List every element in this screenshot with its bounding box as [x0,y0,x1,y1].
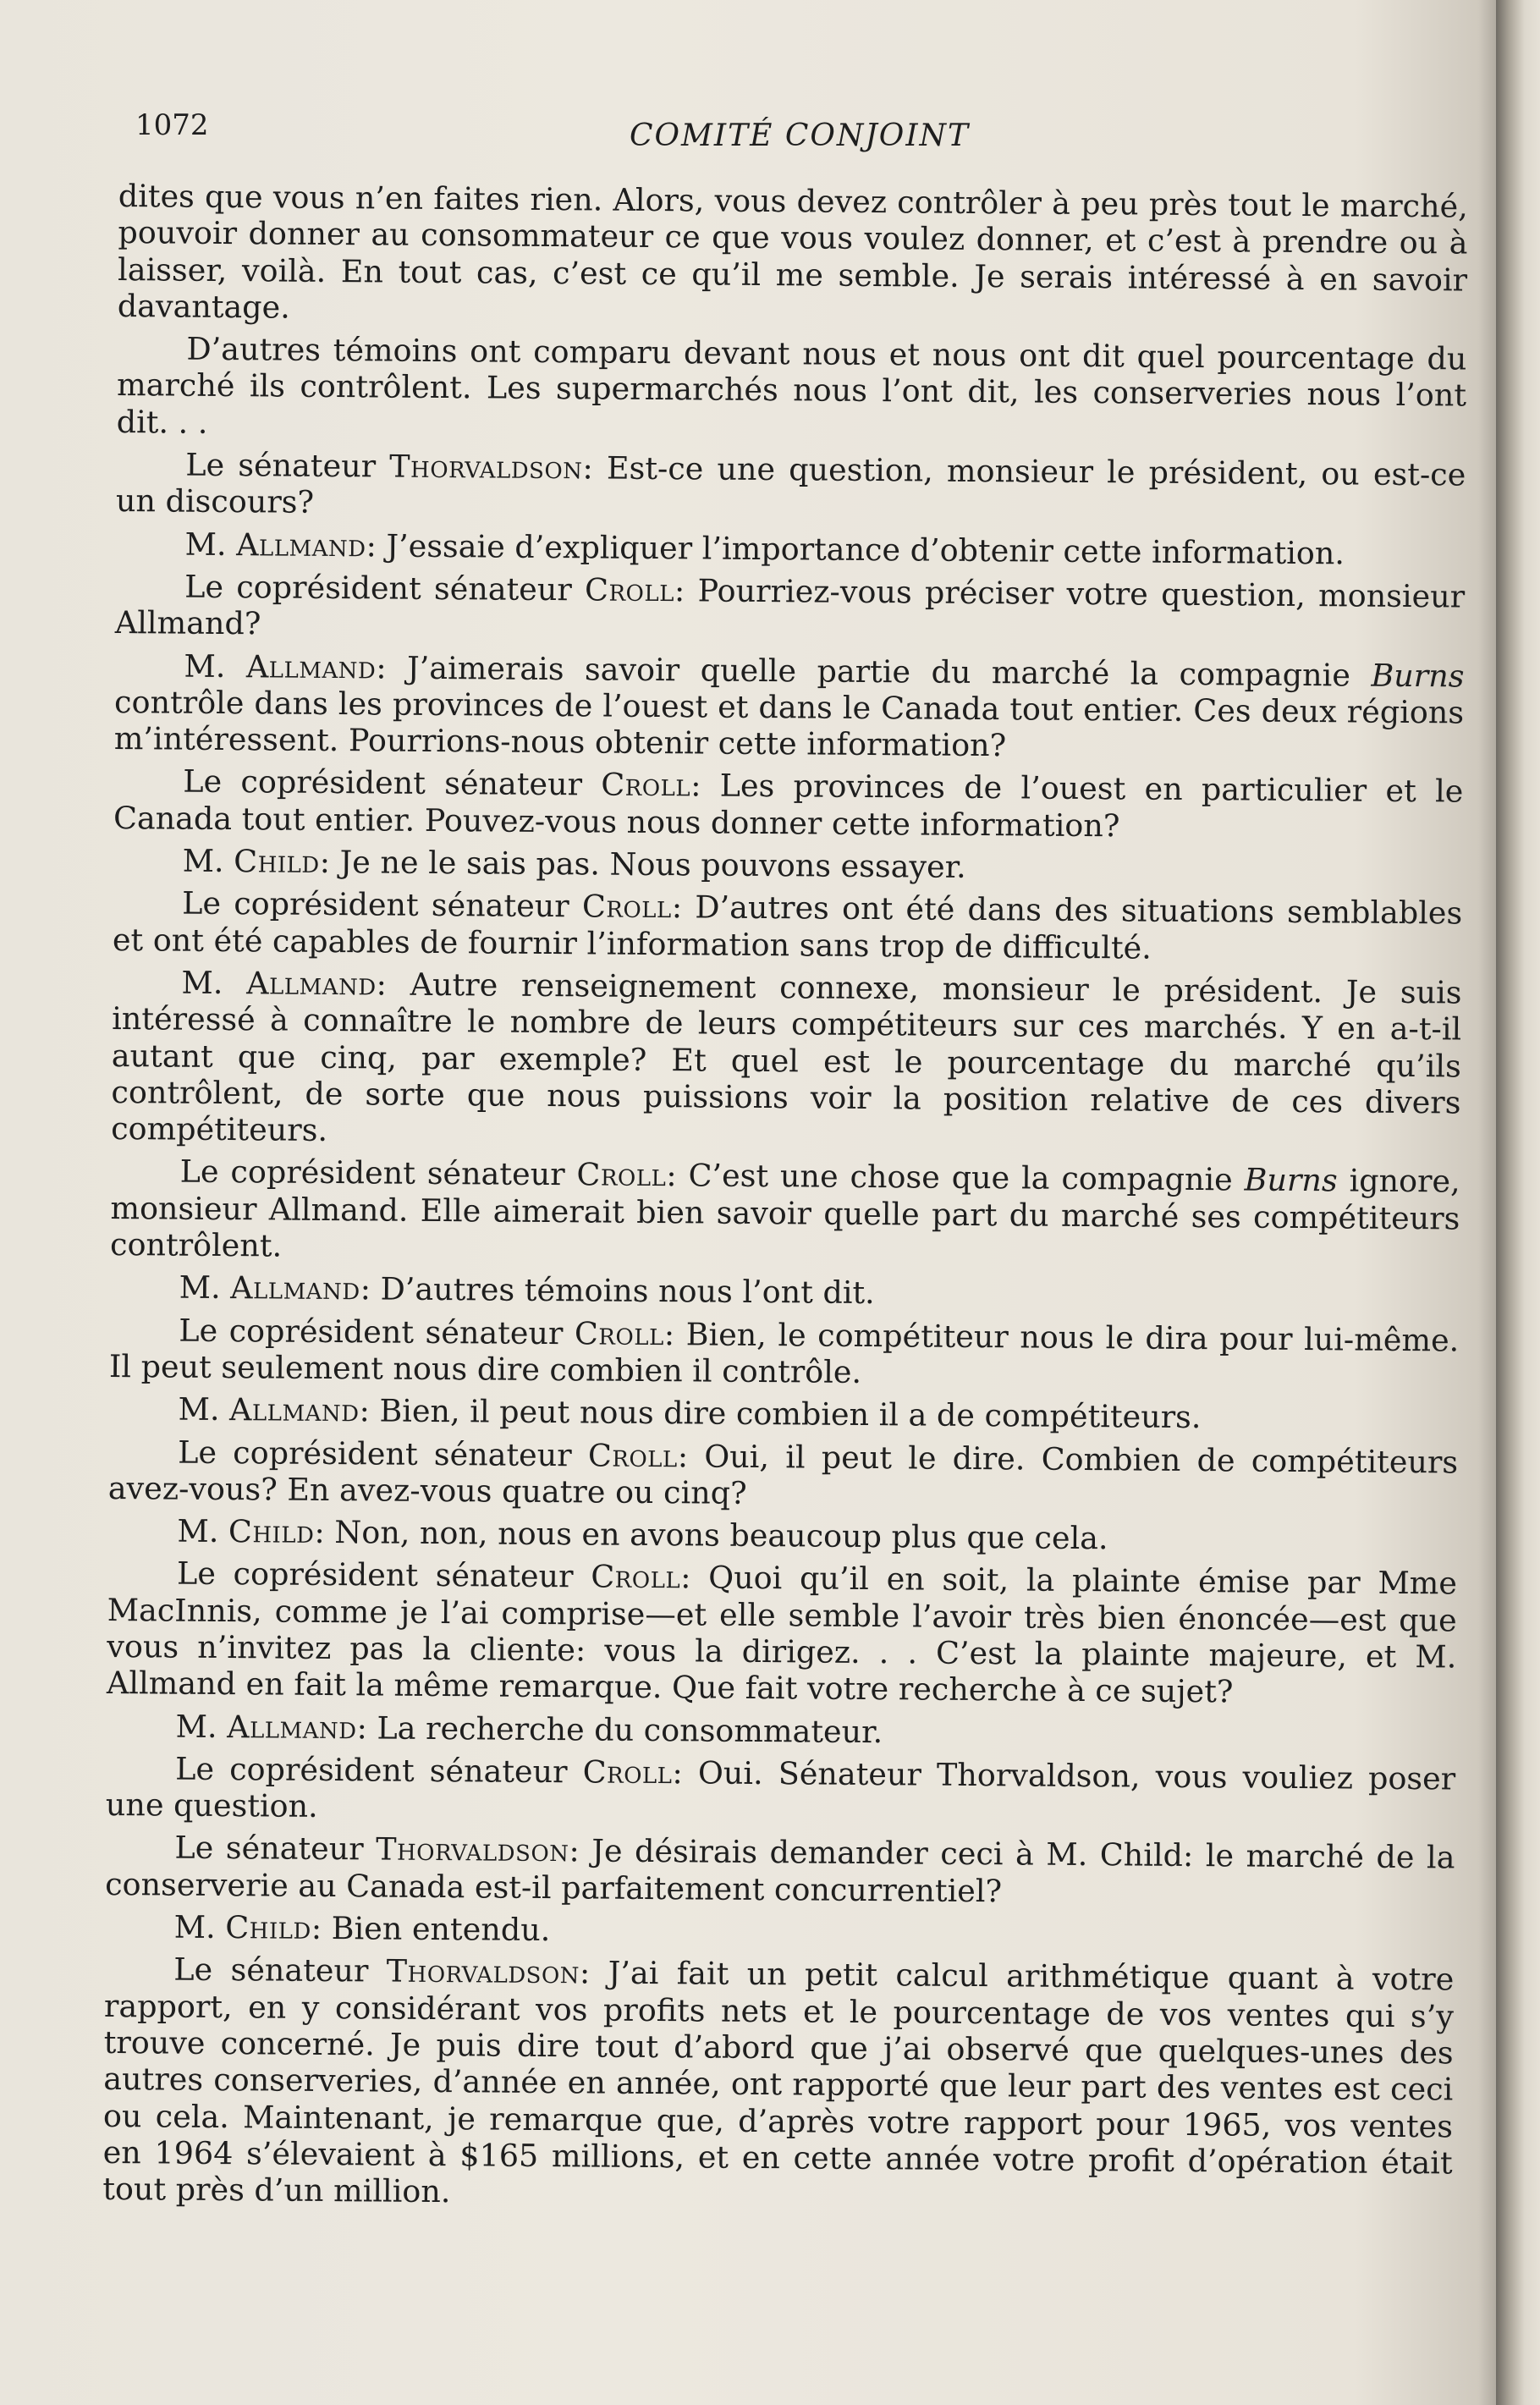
paragraph-text: : J’essaie d’expliquer l’importance d’obtenir cette information. [366,526,1345,572]
speaker-title: Le coprésident sénateur [179,1312,575,1351]
paragraph [109,1312,1460,1395]
speaker-title: M. [184,526,237,563]
emphasis-text: Burns [1244,1161,1338,1199]
paragraph [108,1433,1459,1516]
running-title: COMITÉ CONJOINT [629,118,971,153]
paragraph-text: : D’autres témoins nous l’ont dit. [360,1270,875,1312]
paragraph [113,762,1464,846]
speaker-title: M. [177,1512,229,1550]
speaker-title: M. [179,1269,231,1307]
speaker-name: Croll [584,571,675,609]
paragraph-text: : Bien, le compétiteur nous le dira pour lui-même. Il peut seulement nous dire combien il contrôle. [108,1315,1460,1390]
speaker-name: Allmand [228,1391,360,1429]
paragraph [115,526,1465,573]
speaker-name: Croll [576,1156,667,1194]
paragraph-text: : Quoi qu’il en soit, la plainte émise par Mme MacInnis, comme je l’ai comprise—et elle semble l’avoir très bien énoncée—est que vous n’invitez pas la cliente: vous la dirigez. . . C’est la plainte majeure, et M. Allmand en fait la même remarque. Que fait votre recherche à ce sujet? [106,1559,1458,1710]
paragraph-text: : Je ne le sais pas. Nous pouvons essayer. [319,843,966,885]
speaker-name: Croll [581,888,672,926]
speaker-title: Le coprésident sénateur [183,763,602,803]
speaker-title: M. [181,964,247,1002]
speaker-title: Le coprésident sénateur [178,1434,589,1473]
speaker-name: Croll [591,1558,681,1596]
paragraph-text: : Non, non, nous en avons beaucoup plus que cela. [314,1513,1108,1557]
speaker-title: Le coprésident sénateur [182,884,583,925]
paragraph-text: D’autres témoins ont comparu devant nous et nous ont dit quel pourcentage du marché ils contrôlent. Les supermarchés nous l’ont dit, les conserveries nous l’ont dit. . . [116,330,1467,441]
speaker-name: Allmand [245,647,377,685]
speaker-name: Croll [582,1753,673,1791]
paragraph-text: : Oui. Sénateur Thorvaldson, vous vouliez poser une question. [105,1754,1456,1825]
page-binding-edge [1496,0,1540,2405]
paragraph [115,568,1466,652]
paragraph-text: : Est-ce une question, monsieur le président, ou est-ce un discours? [115,449,1466,521]
speaker-name: Thorvaldson [386,1952,580,1991]
paragraph-text-continued: ignore, monsieur Allmand. Elle aimerait bien savoir quelle part du marché ses compétiteurs contrôlent. [109,1162,1460,1264]
paragraph [113,842,1462,889]
speaker-title: M. [175,1708,228,1745]
paragraph [106,1708,1455,1755]
paragraph-text: dites que vous n’en faites rien. Alors, vous devez contrôler à peu près tout le marché, pouvoir donner au consommateur ce que vous voulez donner, et c’est à prendre ou à laisser, voilà. En tout cas, c’est ce qu’il me semble. Je serais intéressé à en savoir davantage. [117,178,1468,326]
speaker-title: M. [184,647,247,685]
speaker-title: Le coprésident sénateur [176,1555,591,1595]
paragraph [116,446,1466,530]
speaker-name: Thorvaldson [389,448,583,487]
speaker-name: Allmand [236,526,366,564]
speaker-name: Croll [574,1314,665,1352]
paragraph-text-continued: contrôle dans les provinces de l’ouest et dans le Canada tout entier. Ces deux régions m’intéressent. Pourrions-nous obtenir cette information? [113,683,1465,764]
page-number: 1072 [135,108,209,142]
speaker-name: Child [234,843,320,880]
speaker-name: Allmand [246,965,377,1003]
speaker-title: M. [173,1908,226,1946]
speaker-title: Le coprésident sénateur [175,1750,583,1791]
paragraph-text: : Je désirais demander ceci à M. Child: le marché de la conserverie au Canada est-il parfaitement concurrentiel? [104,1832,1455,1910]
paragraph [111,964,1462,1158]
paragraph [110,1269,1460,1316]
paragraph-text: : Oui, il peut le dire. Combien de compétiteurs avez-vous? En avez-vous quatre ou cinq? [107,1437,1459,1511]
paragraph [106,1750,1456,1834]
speaker-title: Le sénateur [173,1951,387,1989]
paragraph-text: : C’est une chose que la compagnie [666,1157,1245,1198]
paragraph [114,647,1465,768]
paragraph-text: : D’autres ont été dans des situations semblables et ont été capables de fournir l’information sans trop de difficulté. [112,889,1463,966]
page-header [135,100,1464,151]
speaker-name: Child [228,1513,315,1550]
speaker-name: Allmand [230,1269,360,1307]
paragraph [118,178,1468,335]
speaker-name: Croll [587,1436,678,1474]
paragraph-text: : Les provinces de l’ouest en particulier et le Canada tout entier. Pouvez-vous nous donner cette information? [113,767,1464,845]
paragraph-text: : Bien, il peut nous dire combien il a de compétiteurs. [359,1392,1202,1436]
paragraph [102,1951,1454,2218]
paragraph-text: : J’aimerais savoir quelle partie du marché la compagnie [376,648,1372,694]
paragraph [113,884,1463,968]
transcript-body [102,178,1468,2224]
paragraph-text: : La recherche du consommateur. [356,1709,883,1750]
speaker-title: Le coprésident sénateur [179,1153,577,1193]
paragraph [117,330,1467,450]
speaker-name: Allmand [227,1708,357,1746]
speaker-title: Le sénateur [174,1830,377,1868]
speaker-name: Croll [601,766,691,804]
speaker-title: Le sénateur [185,446,390,485]
speaker-title: M. [182,842,234,880]
paragraph-text: : Bien entendu. [311,1909,551,1949]
paragraph [105,1908,1455,1956]
paragraph-text: : J’ai fait un petit calcul arithmétique quant à votre rapport, en y considérant vos profits nets et le pourcentage de vos ventes qui s’y trouve concerné. Je puis dire tout d’abord que j’ai observé que quelques-unes des autres conserveries, d’année en année, ont rapporté que leur part des ventes est ceci ou cela. Maintenant, je remarque que, d’après votre rapport pour 1965, vos ventes en 1964 s’élevaient à $165 millions, et en cette année votre profit d’opération était tout près d’un million. [102,1954,1455,2210]
speaker-title: Le coprésident sénateur [184,568,586,608]
paragraph [108,1390,1458,1438]
speaker-title: M. [178,1390,230,1428]
paragraph [107,1512,1457,1560]
speaker-name: Thorvaldson [376,1830,569,1869]
emphasis-text: Burns [1371,657,1465,695]
paragraph [110,1153,1460,1273]
paragraph [105,1829,1455,1912]
paragraph [107,1555,1457,1712]
paragraph-text: : Autre renseignement connexe, monsieur le président. Je suis intéressé à connaître le nombre de leurs compétiteurs sur ces marchés. Y en a-t-il autant que cinq, par exemple? Et quel est le pourcentage du marché qu’ils contrôlent, de sorte que nous puissions voir la position relative de ces divers compétiteurs. [111,966,1462,1149]
paragraph-text: : Pourriez-vous préciser votre question, monsieur Allmand? [114,572,1466,642]
speaker-name: Child [225,1909,311,1946]
